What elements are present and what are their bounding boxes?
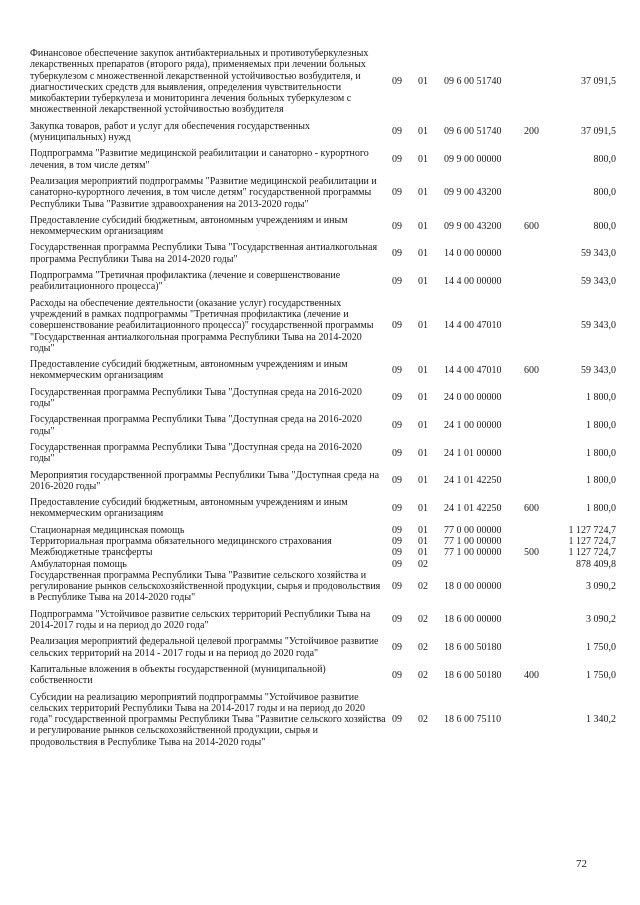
row-expense-type [524, 470, 554, 498]
row-expense-type [524, 692, 554, 753]
row-expense-type [524, 270, 554, 298]
row-name: Реализация мероприятий подпрограммы "Развитие медицинской реабилитации и санаторно-курортного лечения, в том числе детям" государственной программы Республики Тыва "Развитие здравоохранения на 2013-2020 годы" [30, 175, 377, 210]
row-expense-type [524, 414, 554, 442]
table-row [30, 692, 616, 753]
row-subsection: 02 [418, 558, 428, 570]
row-amount: 1 800,0 [586, 392, 616, 404]
row-section: 09 [392, 275, 402, 287]
row-subsection: 01 [418, 547, 428, 559]
row-section: 09 [392, 447, 402, 459]
table-row [30, 298, 616, 359]
row-name: Реализация мероприятий федеральной целевой программы "Устойчивое развитие сельских территорий на 2014 - 2017 годы и на период до 2020 года" [30, 636, 379, 659]
row-name: Финансовое обеспечение закупок антибактериальных и противотуберкулезных лекарственных препаратов (второго ряда), применяемых при лечении больных туберкулезом с множественной лекарственной устойчивостью возбудителя, и диагностических средств для выявления, определения чувствительности микобактерии туберкулеза и мониторинга лечения больных туберкулезом с множественной лекарственной устойчивостью возбудителя [30, 48, 369, 116]
table-row [30, 664, 616, 692]
row-target-article: 14 4 00 47010 [444, 364, 502, 376]
row-name: Подпрограмма "Третичная профилактика (лечение и совершенствование реабилитационного процесса)" [30, 270, 341, 293]
row-section: 09 [392, 614, 402, 626]
table-row [30, 176, 616, 215]
row-subsection: 01 [418, 275, 428, 287]
row-subsection: 01 [418, 248, 428, 260]
row-name: Капитальные вложения в объекты государственной (муниципальной) собственности [30, 663, 326, 687]
row-expense-type: 400 [524, 669, 539, 681]
row-amount: 800,0 [593, 154, 616, 166]
row-target-article: 77 0 00 00000 [444, 524, 502, 536]
row-subsection: 01 [418, 364, 428, 376]
table-row [30, 470, 616, 498]
row-amount: 1 340,2 [586, 714, 616, 726]
table-row [30, 48, 616, 121]
row-expense-type [524, 387, 554, 415]
row-name: Подпрограмма "Развитие медицинской реабилитации и санаторно - курортного лечения, в том числе детям" [30, 148, 369, 171]
row-expense-type [524, 442, 554, 470]
row-expense-type [524, 48, 554, 121]
row-target-article: 09 9 00 43200 [444, 220, 502, 232]
row-expense-type [524, 570, 554, 609]
row-section: 09 [392, 392, 402, 404]
row-subsection: 01 [418, 392, 428, 404]
row-expense-type: 500 [524, 547, 539, 559]
budget-table [30, 48, 616, 753]
table-row [30, 359, 616, 387]
row-name: Закупка товаров, работ и услуг для обеспечения государственных (муниципальных) нужд [30, 120, 311, 144]
row-target-article: 18 6 00 50180 [444, 669, 502, 681]
row-target-article: 24 0 00 00000 [444, 392, 502, 404]
row-target-article: 24 1 01 42250 [444, 502, 502, 514]
row-section: 09 [392, 524, 402, 536]
row-name: Расходы на обеспечение деятельности (оказание услуг) государственных учреждений в рамках подпрограммы "Третичная профилактика (лечение и совершенствование реабилитационного процесса)" государственной программы "Государственная антиалкогольная программа Республики Тыва на 2014-2020 годы" [30, 297, 374, 354]
row-target-article: 24 1 01 00000 [444, 447, 502, 459]
row-target-article: 09 9 00 43200 [444, 187, 502, 199]
table-row [30, 387, 616, 415]
table-row [30, 270, 616, 298]
row-amount: 1 800,0 [586, 419, 616, 431]
row-name: Государственная программа Республики Тыва "Доступная среда на 2016-2020 годы" [30, 441, 362, 465]
row-amount: 37 091,5 [581, 76, 616, 88]
row-amount: 37 091,5 [581, 126, 616, 138]
row-name: Государственная программа Республики Тыва "Государственная антиалкогольная программа Республики Тыва на 2014-2020 годы" [30, 242, 378, 265]
row-subsection: 02 [418, 581, 428, 593]
row-amount: 878 409,8 [576, 558, 616, 570]
row-subsection: 01 [418, 320, 428, 332]
row-subsection: 01 [418, 154, 428, 166]
row-subsection: 01 [418, 126, 428, 138]
row-expense-type: 600 [524, 502, 539, 514]
table-body [30, 48, 616, 753]
row-expense-type [524, 242, 554, 270]
row-name: Субсидии на реализацию мероприятий подпрограммы "Устойчивое развитие сельских территорий Республики Тыва на 2014-2017 годы и на период до 2020 года" государственной программы Республики Тыва "Развитие сельского хозяйства и регулирование рынков сельскохозяйственной продукции, сырья и продовольствия в Республике Тыва на 2014-2020 годы" [30, 691, 386, 748]
row-section: 09 [392, 419, 402, 431]
table-row [30, 121, 616, 149]
row-name: Подпрограмма "Устойчивое развитие сельских территорий Республики Тыва на 2014-2017 годы и на период до 2020 года" [30, 608, 371, 632]
row-section: 09 [392, 475, 402, 487]
row-amount: 3 090,2 [586, 581, 616, 593]
row-section: 09 [392, 714, 402, 726]
row-target-article: 14 4 00 00000 [444, 275, 502, 287]
row-section: 09 [392, 669, 402, 681]
row-name: Предоставление субсидий бюджетным, автономным учреждениям и иным некоммерческим организациям [30, 214, 348, 238]
row-expense-type [524, 176, 554, 215]
table-row [30, 559, 616, 570]
row-section: 09 [392, 248, 402, 260]
row-subsection: 01 [418, 220, 428, 232]
table-row [30, 414, 616, 442]
row-amount: 1 127 724,7 [568, 535, 616, 547]
row-amount: 1 800,0 [586, 475, 616, 487]
row-section: 09 [392, 502, 402, 514]
row-target-article: 77 1 00 00000 [444, 535, 502, 547]
row-section: 09 [392, 642, 402, 653]
row-name: Предоставление субсидий бюджетным, автономным учреждениям и иным некоммерческим организациям [30, 497, 348, 520]
row-amount: 1 800,0 [586, 502, 616, 514]
row-section: 09 [392, 126, 402, 138]
row-amount: 1 750,0 [586, 642, 616, 653]
row-section: 09 [392, 364, 402, 376]
row-target-article: 09 9 00 00000 [444, 154, 502, 166]
row-subsection: 01 [418, 475, 428, 487]
row-subsection: 02 [418, 642, 428, 653]
row-name: Предоставление субсидий бюджетным, автономным учреждениям и иным некоммерческим организациям [30, 359, 348, 382]
table-row [30, 497, 616, 525]
table-row [30, 442, 616, 470]
row-section: 09 [392, 558, 402, 570]
row-target-article: 09 6 00 51740 [444, 76, 502, 88]
row-expense-type [524, 636, 554, 664]
row-amount: 800,0 [593, 187, 616, 199]
row-section: 09 [392, 154, 402, 166]
row-subsection: 01 [418, 447, 428, 459]
row-subsection: 01 [418, 535, 428, 547]
row-expense-type [524, 536, 554, 547]
table-row [30, 636, 616, 664]
row-subsection: 02 [418, 614, 428, 626]
row-target-article: 14 4 00 47010 [444, 320, 502, 332]
row-section: 09 [392, 320, 402, 332]
table-row [30, 570, 616, 609]
row-target-article: 14 0 00 00000 [444, 248, 502, 260]
row-section: 09 [392, 535, 402, 547]
row-section: 09 [392, 547, 402, 559]
row-expense-type [524, 525, 554, 536]
row-target-article: 09 6 00 51740 [444, 126, 502, 138]
row-subsection: 01 [418, 76, 428, 88]
row-subsection: 02 [418, 714, 428, 726]
row-subsection: 01 [418, 187, 428, 199]
row-target-article: 18 6 00 00000 [444, 614, 502, 626]
row-target-article: 18 6 00 50180 [444, 642, 502, 653]
row-subsection: 01 [418, 419, 428, 431]
row-section: 09 [392, 220, 402, 232]
row-section: 09 [392, 76, 402, 88]
row-subsection: 01 [418, 502, 428, 514]
row-expense-type [524, 298, 554, 359]
row-expense-type [524, 609, 554, 637]
row-name: Государственная программа Республики Тыва "Доступная среда на 2016-2020 годы" [30, 386, 362, 410]
table-row [30, 242, 616, 270]
row-expense-type: 600 [524, 364, 539, 376]
page-number: 72 [576, 858, 587, 870]
table-row [30, 148, 616, 176]
row-subsection: 02 [418, 669, 428, 681]
row-name: Государственная программа Республики Тыва "Развитие сельского хозяйства и регулирование рынков сельскохозяйственной продукции, сырья и продовольствия в Республике Тыва на 2014-2020 годы" [30, 569, 381, 604]
table-row [30, 525, 616, 536]
row-name: Мероприятия государственной программы Республики Тыва "Доступная среда на 2016-2020 годы" [30, 469, 380, 492]
row-amount: 1 127 724,7 [568, 524, 616, 536]
row-target-article: 18 6 00 75110 [444, 714, 502, 726]
row-amount: 59 343,0 [581, 275, 616, 287]
row-expense-type: 200 [524, 126, 539, 138]
row-amount: 59 343,0 [581, 248, 616, 260]
row-amount: 59 343,0 [581, 320, 616, 332]
row-target-article: 77 1 00 00000 [444, 547, 502, 559]
row-target-article [444, 559, 524, 570]
row-name: Амбулаторная помощь [30, 558, 127, 570]
row-target-article: 18 0 00 00000 [444, 581, 502, 593]
row-amount: 3 090,2 [586, 614, 616, 626]
row-target-article: 24 1 01 42250 [444, 475, 502, 487]
row-name: Государственная программа Республики Тыва "Доступная среда на 2016-2020 годы" [30, 414, 362, 437]
row-section: 09 [392, 581, 402, 593]
row-expense-type [524, 559, 554, 570]
row-expense-type [524, 148, 554, 176]
table-row [30, 547, 616, 558]
table-row [30, 609, 616, 637]
row-amount: 59 343,0 [581, 364, 616, 376]
table-row [30, 215, 616, 243]
row-amount: 1 750,0 [586, 669, 616, 681]
row-name: Территориальная программа обязательного медицинского страхования [30, 535, 332, 547]
table-row [30, 536, 616, 547]
row-target-article: 24 1 00 00000 [444, 419, 502, 431]
row-name: Стационарная медицинская помощь [30, 524, 185, 536]
row-amount: 800,0 [593, 220, 616, 232]
row-section: 09 [392, 187, 402, 199]
row-subsection: 01 [418, 524, 428, 536]
row-amount: 1 800,0 [586, 447, 616, 459]
row-name: Межбюджетные трансферты [30, 547, 153, 559]
row-expense-type: 600 [524, 220, 539, 232]
row-amount: 1 127 724,7 [568, 547, 616, 559]
